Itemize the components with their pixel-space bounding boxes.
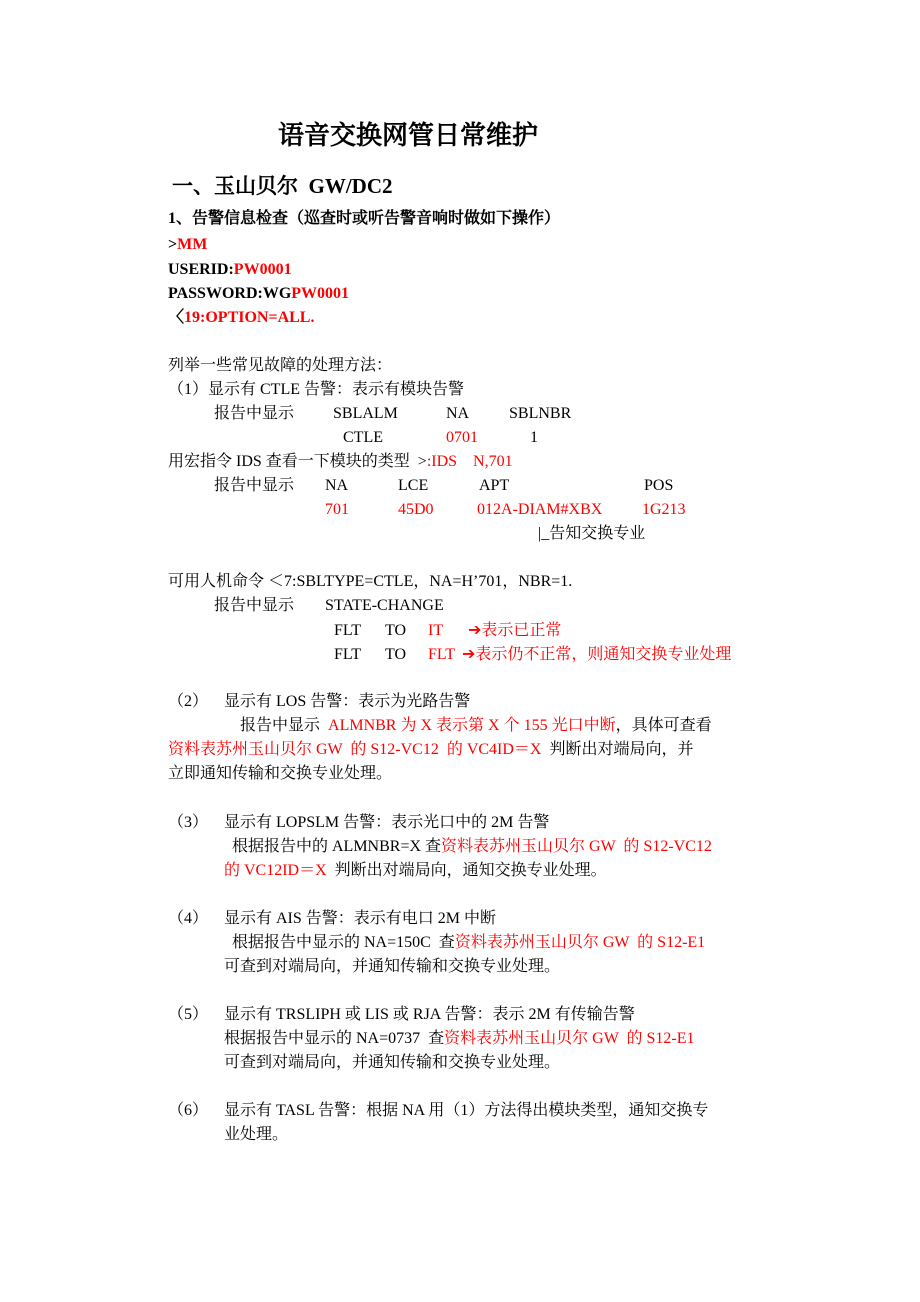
- sc1-to: TO: [385, 622, 407, 639]
- item2-num: （2）: [168, 693, 209, 710]
- item6-num: （6）: [168, 1102, 209, 1119]
- col-sblalm: SBLALM: [333, 405, 398, 422]
- mml-command-line: 可用人机命令 ＜7:SBLTYPE=CTLE，NA=H’701，NBR=1.: [168, 573, 573, 590]
- notify-exchange: |_告知交换专业: [538, 525, 646, 542]
- item2-title: 显示有 LOS 告警：表示为光路告警: [224, 693, 471, 710]
- val-0701: 0701: [446, 429, 478, 446]
- item3-num: （3）: [168, 814, 209, 831]
- arrow-right-icon: ➔: [468, 622, 482, 639]
- state-change: STATE-CHANGE: [325, 597, 444, 614]
- val-apt: 012A-DIAM#XBX: [477, 501, 603, 518]
- userid-line: USERID:PW0001: [168, 261, 292, 278]
- col-na2: NA: [325, 477, 349, 494]
- password-line: PASSWORD:WGPW0001: [168, 285, 350, 302]
- item6-line2: 业处理。: [224, 1126, 289, 1143]
- col-sblnbr: SBLNBR: [509, 405, 572, 422]
- sc1-flt: FLT: [334, 622, 361, 639]
- item5-line2: 可查到对端局向，并通知传输和交换专业处理。: [224, 1054, 561, 1071]
- item3-line2: 的 VC12ID＝X 判断出对端局向，通知交换专业处理。: [224, 862, 607, 879]
- val-1: 1: [530, 429, 538, 446]
- item1-title: （1）显示有 CTLE 告警：表示有模块告警: [168, 381, 464, 398]
- arrow-right-icon: ➔: [462, 646, 476, 663]
- col-lce: LCE: [398, 477, 429, 494]
- item2-line2: 资料表苏州玉山贝尔 GW 的 S12-VC12 的 VC4ID＝X 判断出对端局向，并: [168, 741, 694, 758]
- item5-line1: 根据报告中显示的 NA=0737 查资料表苏州玉山贝尔 GW 的 S12-E1: [224, 1030, 695, 1047]
- item4-num: （4）: [168, 910, 209, 927]
- sc2-flt: FLT: [334, 646, 361, 663]
- sc1-note: ➔表示已正常: [468, 622, 562, 639]
- item3-title: 显示有 LOPSLM 告警：表示光口中的 2M 告警: [224, 814, 550, 831]
- val-45d0: 45D0: [398, 501, 434, 518]
- col-apt: APT: [479, 477, 510, 494]
- val-pos: 1G213: [642, 501, 686, 518]
- item5-num: （5）: [168, 1006, 209, 1023]
- report-label: 报告中显示: [214, 597, 295, 614]
- report-label: 报告中显示: [214, 477, 295, 494]
- mm-command: >MM: [168, 236, 208, 253]
- sc2-to: TO: [385, 646, 407, 663]
- page-title: 语音交换网管日常维护: [278, 121, 539, 150]
- item2-line1: 报告中显示 ALMNBR 为 X 表示第 X 个 155 光口中断，具体可查看: [240, 717, 712, 734]
- col-pos: POS: [644, 477, 674, 494]
- intro-text: 列举一些常见故障的处理方法：: [168, 357, 393, 374]
- option-line: 〈19:OPTION=ALL.: [168, 309, 315, 326]
- step1-heading: 1、告警信息检查（巡查时或听告警音响时做如下操作）: [168, 210, 561, 227]
- sc1-it: IT: [428, 622, 444, 639]
- item4-title: 显示有 AIS 告警：表示有电口 2M 中断: [224, 910, 497, 927]
- val-701: 701: [325, 501, 349, 518]
- item3-line1: 根据报告中的 ALMNBR=X 查资料表苏州玉山贝尔 GW 的 S12-VC12: [232, 838, 712, 855]
- item5-title: 显示有 TRSLIPH 或 LIS 或 RJA 告警：表示 2M 有传输告警: [224, 1006, 635, 1023]
- item6-title: 显示有 TASL 告警：根据 NA 用（1）方法得出模块类型，通知交换专: [224, 1102, 709, 1119]
- item4-line2: 可查到对端局向，并通知传输和交换专业处理。: [224, 958, 561, 975]
- macro-line: 用宏指令 IDS 查看一下模块的类型 >:IDS N,701: [168, 453, 513, 470]
- section-heading: 一、玉山贝尔 GW/DC2: [172, 174, 393, 198]
- sc2-note: ➔表示仍不正常，则通知交换专业处理: [462, 646, 732, 663]
- col-na: NA: [446, 405, 470, 422]
- val-ctle: CTLE: [343, 429, 383, 446]
- item2-line3: 立即通知传输和交换专业处理。: [168, 765, 393, 782]
- report-label: 报告中显示: [214, 405, 295, 422]
- item4-line1: 根据报告中显示的 NA=150C 查资料表苏州玉山贝尔 GW 的 S12-E1: [232, 934, 706, 951]
- sc2-flt-red: FLT: [428, 646, 455, 663]
